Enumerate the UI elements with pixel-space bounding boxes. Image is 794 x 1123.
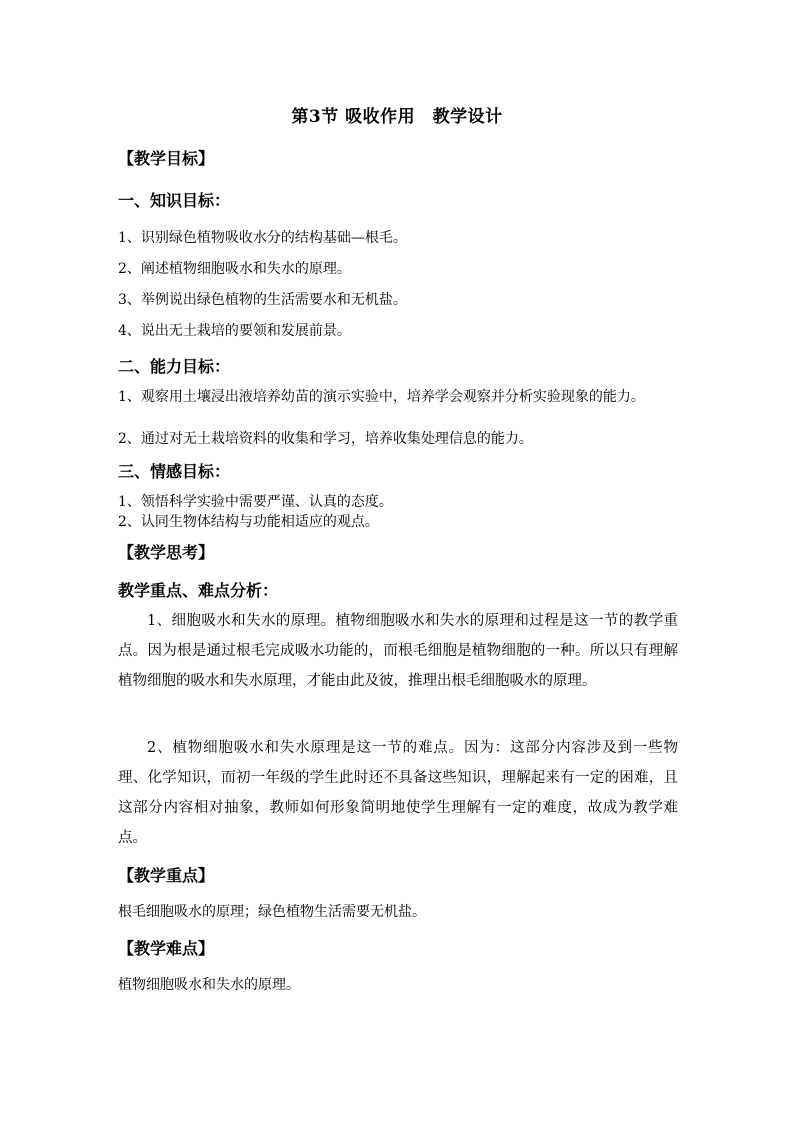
- analysis-header: 教学重点、难点分析：: [118, 581, 279, 600]
- analysis-paragraph-1: 1、细胞吸水和失水的原理。植物细胞吸水和失水的原理和过程是这一节的教学重点。因为根是通过根毛完成吸水功能的，而根毛细胞是植物细胞的一种。所以只有理解植物细胞的吸水和失水原理，才能由此及彼，推理出根毛细胞吸水的原理。: [118, 613, 678, 689]
- knowledge-item-4: 4、说出无土栽培的要领和发展前景。: [118, 323, 351, 339]
- knowledge-item-1: 1、识别绿色植物吸收水分的结构基础—根毛。: [118, 230, 407, 246]
- knowledge-goals-header: 一、知识目标：: [118, 191, 231, 210]
- document-title: 第3节 吸收作用 教学设计: [291, 107, 503, 127]
- difficulty-text: 植物细胞吸水和失水的原理。: [118, 977, 300, 993]
- key-point-header: 【教学重点】: [118, 866, 215, 885]
- emotion-goals-header: 三、情感目标：: [118, 462, 231, 481]
- emotion-item-2: 2、认同生物体结构与功能相适应的观点。: [118, 514, 379, 530]
- difficulty-header: 【教学难点】: [118, 939, 215, 958]
- teaching-thinking-header: 【教学思考】: [118, 543, 215, 562]
- knowledge-item-2: 2、阐述植物细胞吸水和失水的原理。: [118, 261, 351, 277]
- key-point-text: 根毛细胞吸水的原理；绿色植物生活需要无机盐。: [118, 904, 426, 920]
- ability-goals-header: 二、能力目标：: [118, 357, 231, 376]
- analysis-paragraph-2: 2、植物细胞吸水和失水原理是这一节的难点。因为：这部分内容涉及到一些物理、化学知识，而初一年级的学生此时还不具备这些知识，理解起来有一定的困难，且这部分内容相对抽象，教师如何形象简明地使学生理解有一定的难度，故成为教学难点。: [118, 740, 678, 846]
- teaching-goals-header: 【教学目标】: [118, 149, 215, 168]
- emotion-item-1: 1、领悟科学实验中需要严谨、认真的态度。: [118, 494, 393, 510]
- knowledge-item-3: 3、举例说出绿色植物的生活需要水和无机盐。: [118, 292, 407, 308]
- ability-item-1: 1、观察用土壤浸出液培养幼苗的演示实验中，培养学会观察并分析实验现象的能力。: [118, 389, 645, 405]
- ability-item-2: 2、通过对无土栽培资料的收集和学习，培养收集处理信息的能力。: [118, 431, 533, 447]
